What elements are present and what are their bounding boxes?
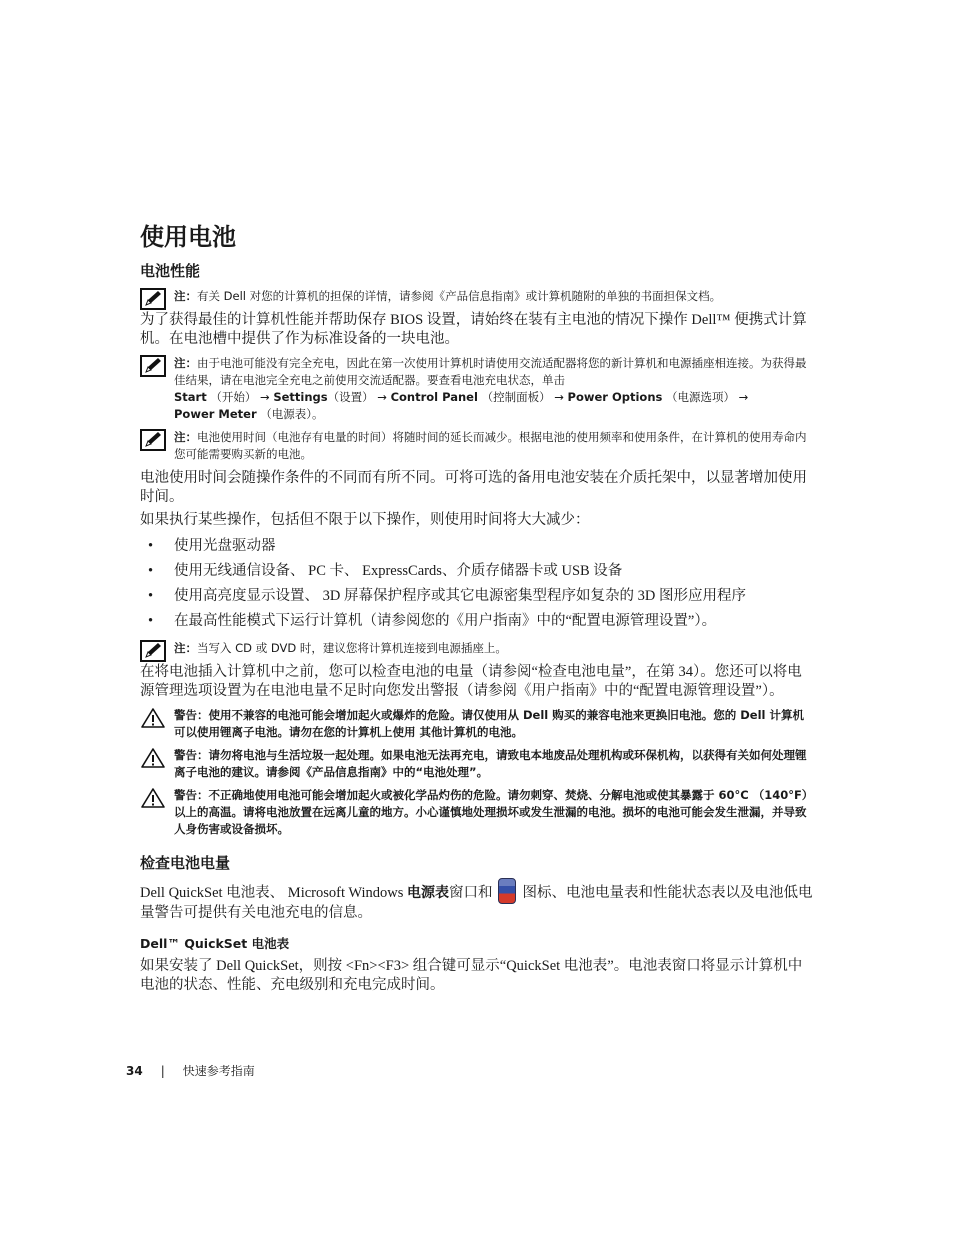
note-warranty xyxy=(140,288,815,305)
warning-text: 使用不兼容的电池可能会增加起火或爆炸的危险。请仅使用从 Dell 购买的兼容电池来更换旧电池。您的 Dell 计算机可以使用锂离子电池。请勿在您的计算机上使用 其他计算机的电池。 xyxy=(174,708,804,739)
warning-triangle-icon xyxy=(140,787,166,809)
note-text: 有关 Dell 对您的计算机的担保的详情，请参阅《产品信息指南》或计算机随附的单独的书面担保文档。 xyxy=(197,289,722,303)
note-label: 注： xyxy=(174,430,197,444)
warning-triangle-icon xyxy=(140,707,166,729)
footer-title: 快速参考指南 xyxy=(182,1064,255,1078)
page-footer xyxy=(126,1062,255,1079)
menu-power-options-cn: （电源选项） xyxy=(666,390,736,404)
bullet-list xyxy=(140,534,815,634)
note-pencil-icon xyxy=(140,429,166,451)
arrow-icon: → xyxy=(738,390,749,404)
note-battery-life xyxy=(140,429,815,463)
note-label: 注： xyxy=(174,289,197,303)
arrow-icon: → xyxy=(554,390,564,404)
section-title-check-charge: 检查电池电量 xyxy=(140,854,231,872)
list-item: • 使用光盘驱动器 xyxy=(140,534,815,559)
battery-icon xyxy=(498,878,516,904)
paragraph-quickset: 如果安装了 Dell QuickSet，则按 <Fn><F3> 组合键可显示“QuickSet 电池表”。电池表窗口将显示计算机中电池的状态、性能、充电级别和充电完成时间。 xyxy=(140,958,803,993)
page-number: 34 xyxy=(126,1064,143,1078)
arrow-icon: → xyxy=(260,390,270,404)
menu-power-meter-cn: （电源表）。 xyxy=(260,407,324,421)
list-item: • 使用无线通信设备、 PC 卡、 ExpressCards、介质存储器卡或 USB 设备 xyxy=(140,559,815,584)
note-text: 由于电池可能没有完全充电，因此在第一次使用计算机时请使用交流适配器将您的新计算机和电源插座相连接。为获得最佳结果，请在电池完全充电之前使用交流适配器。要查看电池充电状态，单击 xyxy=(174,356,807,387)
note-cd-dvd xyxy=(140,640,815,657)
warning-text: 不正确地使用电池可能会增加起火或被化学品灼伤的危险。请勿刺穿、焚烧、分解电池或使其暴露于 60°C （140°F）以上的高温。请将电池放置在远离儿童的地方。小心谨慎地处理损坏或发生泄漏的电池。损坏的电池可能会发生泄漏，并导致人身伤害或设备损坏。 xyxy=(174,788,814,836)
page-content xyxy=(140,220,815,999)
menu-start-cn: （开始） xyxy=(210,390,257,404)
warning-misuse xyxy=(140,787,815,838)
section-title-quickset: Dell™ QuickSet 电池表 xyxy=(140,936,290,951)
note-ac-adapter xyxy=(140,355,815,423)
warning-triangle-icon xyxy=(140,747,166,769)
note-pencil-icon xyxy=(140,355,166,377)
warning-label: 警告： xyxy=(174,788,209,802)
warning-incompatible-battery xyxy=(140,707,815,741)
note-label: 注： xyxy=(174,641,197,655)
menu-settings: Settings xyxy=(273,390,328,404)
section-title-battery-performance: 电池性能 xyxy=(140,262,201,280)
warning-disposal xyxy=(140,747,815,781)
footer-separator: | xyxy=(160,1064,165,1078)
text-segment: 窗口和 xyxy=(448,885,493,901)
paragraph-reduced-time: 如果执行某些操作，包括但不限于以下操作，则使用时间将大大减少： xyxy=(140,512,590,528)
note-label: 注： xyxy=(174,356,197,370)
paragraph-bios: 为了获得最佳的计算机性能并帮助保存 BIOS 设置，请始终在装有主电池的情况下操作 Dell™ 便携式计算机。在电池槽中提供了作为标准设备的一块电池。 xyxy=(140,312,807,347)
paragraph-check-charge: 在将电池插入计算机中之前，您可以检查电池的电量（请参阅“检查电池电量”，在第 34）。您还可以将电源管理选项设置为在电池电量不足时向您发出警报（请参阅《用户指南》中的“配置电源管理设置”）。 xyxy=(140,664,802,699)
note-text: 当写入 CD 或 DVD 时，建议您将计算机连接到电源插座上。 xyxy=(197,641,507,655)
list-item: • 在最高性能模式下运行计算机（请参阅您的《用户指南》中的“配置电源管理设置”）。 xyxy=(140,609,815,634)
menu-start: Start xyxy=(174,390,207,404)
menu-control-panel-cn: （控制面板） xyxy=(481,390,551,404)
text-segment: 图标、电池电量表和性能状态表以及电池低电量警告可提供有关电池充电的信息。 xyxy=(140,885,813,921)
menu-power-options: Power Options xyxy=(567,390,663,404)
warning-text: 请勿将电池与生活垃圾一起处理。如果电池无法再充电，请致电本地废品处理机构或环保机构，以获得有关如何处理锂离子电池的建议。请参阅《产品信息指南》中的“电池处理”。 xyxy=(174,748,807,779)
list-item: • 使用高亮度显示设置、 3D 屏幕保护程序或其它电源密集型程序如复杂的 3D 图形应用程序 xyxy=(140,584,815,609)
note-pencil-icon xyxy=(140,288,166,310)
text-segment: Dell QuickSet 电池表、 Microsoft Windows xyxy=(140,885,407,901)
power-meter-label: 电源表 xyxy=(406,885,449,901)
menu-power-meter: Power Meter xyxy=(174,407,257,421)
paragraph-charge-info xyxy=(140,878,815,923)
menu-control-panel: Control Panel xyxy=(390,390,478,404)
note-text: 电池使用时间（电池存有电量的时间）将随时间的延长而减少。根据电池的使用频率和使用条件，在计算机的使用寿命内您可能需要购买新的电池。 xyxy=(174,430,807,461)
note-pencil-icon xyxy=(140,640,166,662)
warning-label: 警告： xyxy=(174,748,209,762)
menu-settings-cn: （设置） xyxy=(327,390,374,404)
warning-label: 警告： xyxy=(174,708,209,722)
page-title: 使用电池 xyxy=(140,223,236,251)
paragraph-operating-conditions: 电池使用时间会随操作条件的不同而有所不同。可将可选的备用电池安装在介质托架中，以显著增加使用时间。 xyxy=(140,470,807,505)
arrow-icon: → xyxy=(377,390,387,404)
